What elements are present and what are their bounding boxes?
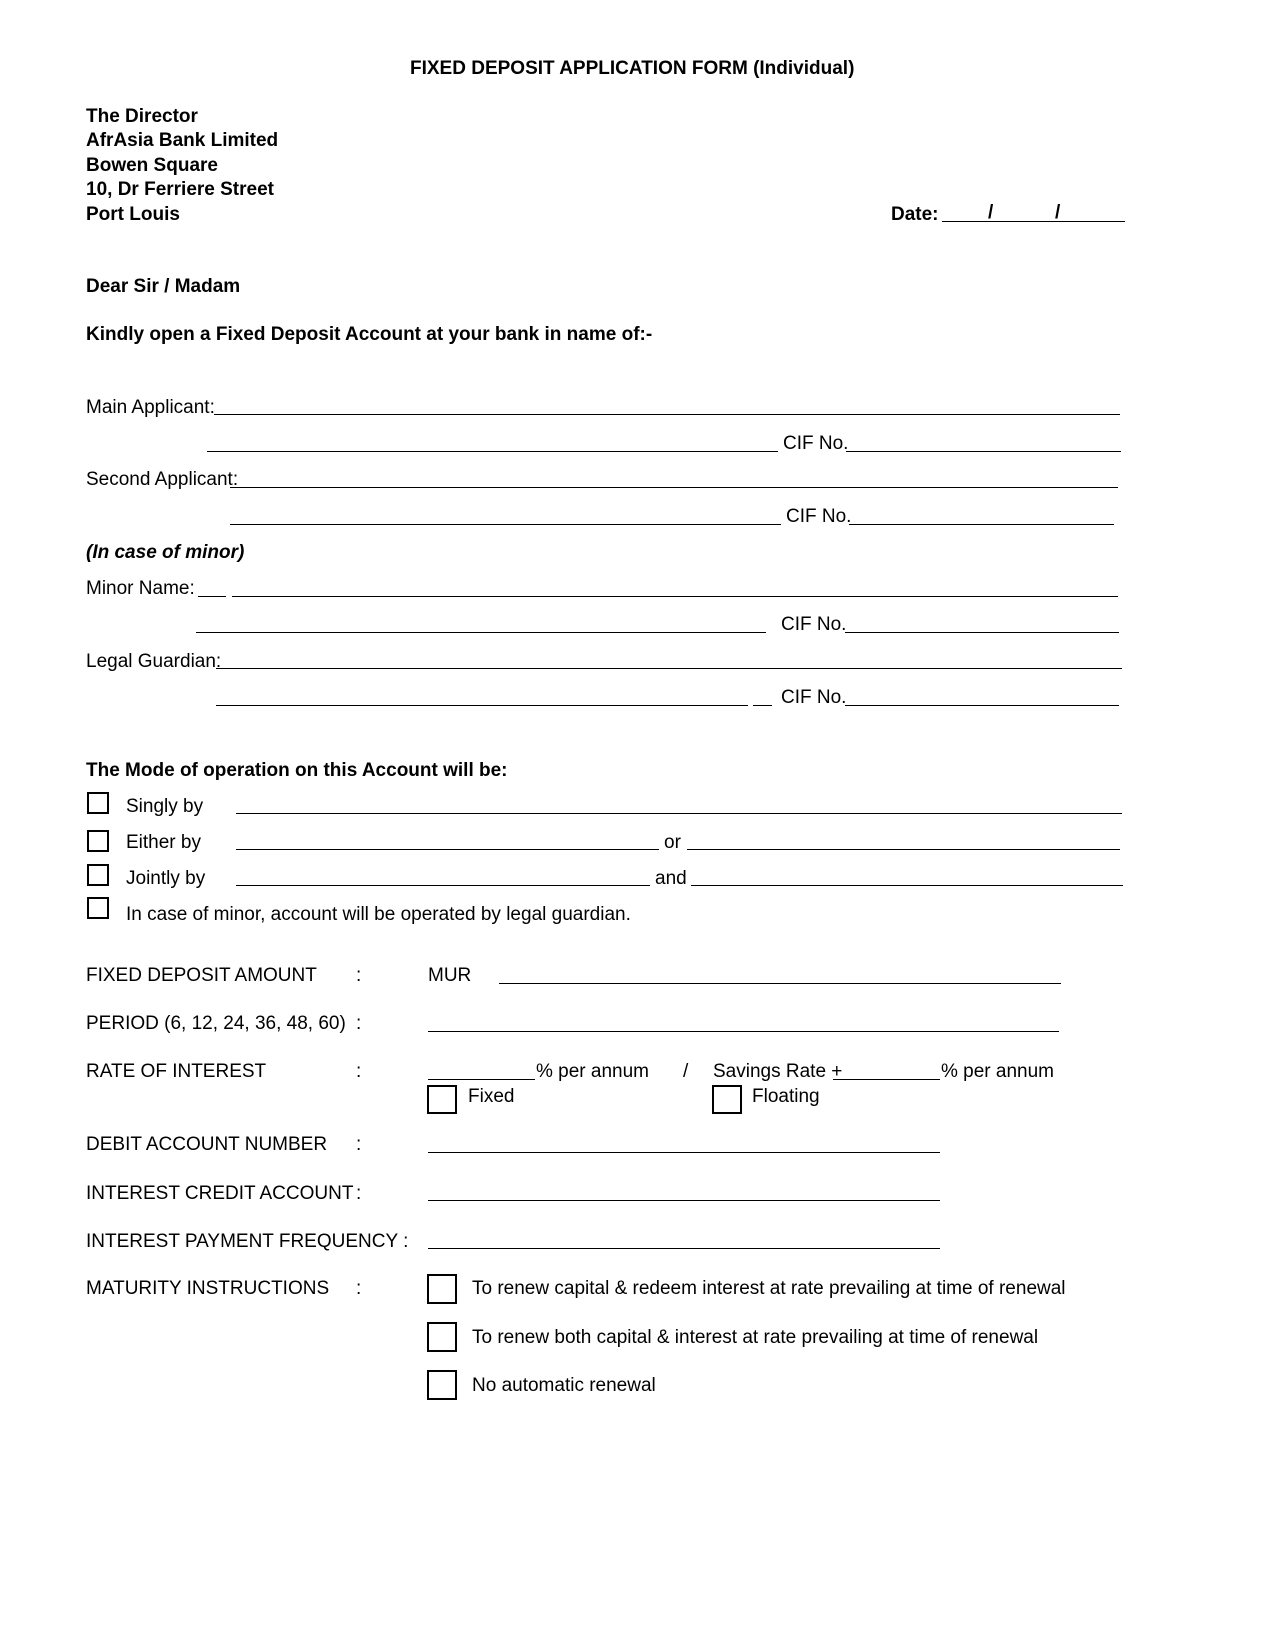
period-label: PERIOD (6, 12, 24, 36, 48, 60) [86, 1013, 346, 1034]
payment-frequency-label: INTEREST PAYMENT FREQUENCY : [86, 1231, 409, 1252]
legal-guardian-field-2[interactable] [216, 705, 748, 706]
legal-guardian-label: Legal Guardian: [86, 651, 222, 672]
either-field-2[interactable] [687, 849, 1120, 850]
or-label: or [664, 832, 681, 853]
date-label: Date: [891, 204, 939, 225]
per-annum-label: % per annum [941, 1061, 1055, 1082]
second-applicant-label: Second Applicant: [86, 469, 239, 490]
second-cif-field[interactable] [849, 524, 1114, 525]
address-line: Port Louis [86, 204, 180, 225]
main-applicant-field[interactable] [214, 414, 1120, 415]
minor-name-field-2[interactable] [196, 632, 766, 633]
address-line: 10, Dr Ferriere Street [86, 179, 274, 200]
cif-label: CIF No. [781, 614, 847, 635]
colon: : [356, 1134, 362, 1155]
payment-frequency-field[interactable] [428, 1248, 940, 1249]
guardian-cif-field[interactable] [845, 705, 1119, 706]
either-checkbox[interactable] [87, 830, 109, 852]
and-label: and [655, 868, 687, 889]
fixed-label: Fixed [468, 1086, 515, 1107]
fixed-rate-field[interactable] [428, 1079, 535, 1080]
main-applicant-label: Main Applicant: [86, 397, 215, 418]
floating-rate-field[interactable] [833, 1079, 940, 1080]
minor-name-field[interactable] [232, 596, 1118, 597]
cif-label: CIF No. [786, 506, 852, 527]
minor-name-label: Minor Name: [86, 578, 195, 599]
jointly-label: Jointly by [126, 868, 206, 889]
maturity-label: MATURITY INSTRUCTIONS [86, 1278, 330, 1299]
maturity-option-2-checkbox[interactable] [427, 1322, 457, 1352]
amount-field[interactable] [499, 983, 1061, 984]
legal-guardian-field-3[interactable] [753, 705, 772, 706]
colon: : [356, 1278, 362, 1299]
minor-operation-label: In case of minor, account will be operated by legal guardian. [126, 904, 631, 925]
mode-heading: The Mode of operation on this Account will be: [86, 760, 508, 781]
address-line: Bowen Square [86, 155, 218, 176]
per-annum-label: % per annum [536, 1061, 650, 1082]
address-line: AfrAsia Bank Limited [86, 130, 279, 151]
minor-operation-checkbox[interactable] [87, 897, 109, 919]
cif-label: CIF No. [781, 687, 847, 708]
fixed-checkbox[interactable] [427, 1085, 457, 1114]
floating-checkbox[interactable] [712, 1085, 742, 1114]
rate-label: RATE OF INTEREST [86, 1061, 267, 1082]
minor-cif-field[interactable] [845, 632, 1119, 633]
either-field-1[interactable] [236, 849, 659, 850]
minor-note: (In case of minor) [86, 542, 245, 563]
colon: : [356, 1013, 362, 1034]
request-text: Kindly open a Fixed Deposit Account at your bank in name of:- [86, 324, 653, 345]
savings-rate-label: Savings Rate + [713, 1061, 843, 1082]
colon: : [356, 1183, 362, 1204]
address-line: The Director [86, 106, 198, 127]
date-field[interactable] [942, 221, 1125, 222]
main-applicant-field-2[interactable] [207, 451, 778, 452]
singly-field[interactable] [236, 813, 1122, 814]
either-label: Either by [126, 832, 201, 853]
currency-label: MUR [428, 965, 472, 986]
colon: : [356, 965, 362, 986]
second-applicant-field-2[interactable] [230, 524, 781, 525]
date-separator: / [1055, 202, 1061, 223]
jointly-checkbox[interactable] [87, 864, 109, 886]
cif-label: CIF No. [783, 433, 849, 454]
rate-separator: / [683, 1061, 689, 1082]
colon: : [356, 1061, 362, 1082]
date-separator: / [988, 202, 994, 223]
maturity-option-1-label: To renew capital & redeem interest at rate prevailing at time of renewal [472, 1278, 1066, 1299]
interest-credit-label: INTEREST CREDIT ACCOUNT [86, 1183, 354, 1204]
maturity-option-3-checkbox[interactable] [427, 1370, 457, 1400]
jointly-field-1[interactable] [236, 885, 650, 886]
singly-label: Singly by [126, 796, 204, 817]
page-title: FIXED DEPOSIT APPLICATION FORM (Individual) [410, 58, 855, 79]
interest-credit-field[interactable] [428, 1200, 940, 1201]
floating-label: Floating [752, 1086, 820, 1107]
period-field[interactable] [428, 1031, 1059, 1032]
maturity-option-3-label: No automatic renewal [472, 1375, 656, 1396]
amount-label: FIXED DEPOSIT AMOUNT [86, 965, 317, 986]
legal-guardian-field[interactable] [216, 668, 1122, 669]
maturity-option-1-checkbox[interactable] [427, 1274, 457, 1304]
jointly-field-2[interactable] [691, 885, 1123, 886]
salutation: Dear Sir / Madam [86, 276, 241, 297]
debit-account-label: DEBIT ACCOUNT NUMBER [86, 1134, 328, 1155]
singly-checkbox[interactable] [87, 792, 109, 814]
debit-account-field[interactable] [428, 1152, 940, 1153]
maturity-option-2-label: To renew both capital & interest at rate prevailing at time of renewal [472, 1327, 1039, 1348]
second-applicant-field[interactable] [230, 487, 1118, 488]
minor-name-field-short[interactable] [198, 596, 226, 597]
main-cif-field[interactable] [846, 451, 1121, 452]
